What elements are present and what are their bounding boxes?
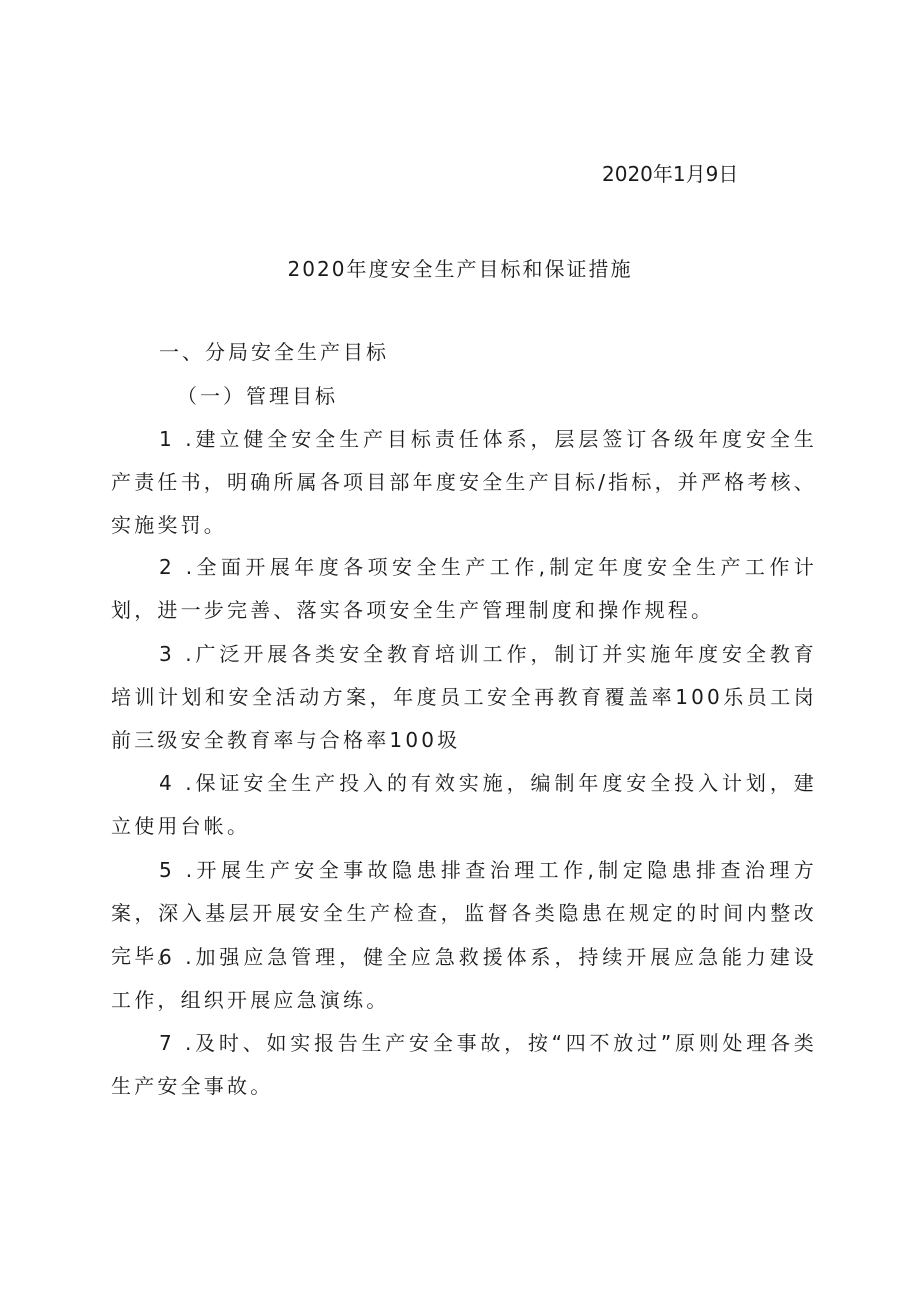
subsection-heading: （一）管理目标 bbox=[177, 384, 338, 408]
paragraph-6: 6 .加强应急管理，健全应急救援体系，持续开展应急能力建设工作，组织开展应急演练。 bbox=[111, 945, 817, 1012]
paragraph-2: 2 .全面开展年度各项安全生产工作,制定年度安全生产工作计划，进一步完善、落实各项安全生产管理制度和操作规程。 bbox=[111, 555, 817, 622]
paragraph-5: 5 .开展生产安全事故隐患排查治理工作,制定隐患排查治理方案，深入基层开展安全生产检查，监督各类隐患在规定的时间内整改完毕。 bbox=[111, 858, 817, 968]
document-title: 2020年度安全生产目标和保证措施 bbox=[287, 257, 633, 281]
paragraph-4: 4 .保证安全生产投入的有效实施，编制年度安全投入计划，建立使用台帐。 bbox=[111, 771, 817, 838]
document-date: 2020年1月9日 bbox=[602, 162, 739, 186]
paragraph-1: 1 .建立健全安全生产目标责任体系，层层签订各级年度安全生产责任书，明确所属各项目部年度安全生产目标/指标，并严格考核、实施奖罚。 bbox=[111, 427, 817, 537]
paragraph-7: 7 .及时、如实报告生产安全事故，按“四不放过”原则处理各类生产安全事故。 bbox=[111, 1031, 817, 1098]
section-heading: 一、分局安全生产目标 bbox=[159, 340, 389, 364]
paragraph-3: 3 .广泛开展各类安全教育培训工作，制订并实施年度安全教育培训计划和安全活动方案，年度员工安全再教育覆盖率100乐员工岗前三级安全教育率与合格率100圾 bbox=[111, 642, 817, 752]
